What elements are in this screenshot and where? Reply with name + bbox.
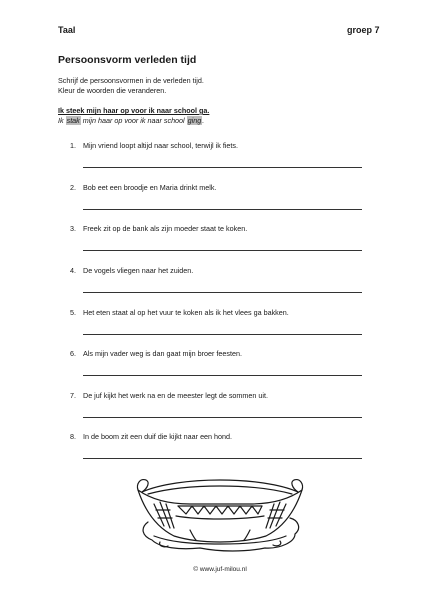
item-number-2: 2.: [70, 183, 76, 192]
page-title: Persoonsvorm verleden tijd: [58, 54, 197, 66]
canoe-illustration: [130, 470, 310, 555]
item-number-4: 4.: [70, 266, 76, 275]
item-number-6: 6.: [70, 349, 76, 358]
item-text-6: Als mijn vader weg is dan gaat mijn broer feesten.: [83, 349, 243, 358]
highlighted-word-stak: stak: [66, 116, 80, 125]
answer-line-4[interactable]: [83, 292, 362, 293]
item-text-5: Het eten staat al op het vuur te koken als ik het vlees ga bakken.: [83, 308, 289, 317]
answer-line-7[interactable]: [83, 417, 362, 418]
example-answer-pre: Ik: [58, 116, 66, 125]
answer-line-2[interactable]: [83, 209, 362, 210]
highlighted-word-ging: ging: [187, 116, 202, 125]
instruction-line-1: Schrijf de persoonsvormen in de verleden tijd.: [58, 76, 204, 85]
item-number-7: 7.: [70, 391, 76, 400]
item-text-7: De juf kijkt het werk na en de meester legt de sommen uit.: [83, 391, 268, 400]
item-text-4: De vogels vliegen naar het zuiden.: [83, 266, 194, 275]
subject-label: Taal: [58, 25, 76, 35]
answer-line-1[interactable]: [83, 167, 362, 168]
item-text-3: Freek zit op de bank als zijn moeder staat te koken.: [83, 224, 248, 233]
item-number-5: 5.: [70, 308, 76, 317]
answer-line-5[interactable]: [83, 334, 362, 335]
example-sentence: Ik steek mijn haar op voor ik naar school ga.: [58, 106, 210, 115]
item-number-1: 1.: [70, 141, 76, 150]
item-text-2: Bob eet een broodje en Maria drinkt melk.: [83, 183, 217, 192]
item-text-8: In de boom zit een duif die kijkt naar een hond.: [83, 432, 233, 441]
answer-line-6[interactable]: [83, 375, 362, 376]
example-answer: [58, 116, 204, 125]
footer-credit: © www.juf-milou.nl: [193, 566, 247, 573]
item-number-3: 3.: [70, 224, 76, 233]
example-answer-post: .: [202, 116, 205, 125]
answer-line-3[interactable]: [83, 250, 362, 251]
item-text-1: Mijn vriend loopt altijd naar school, terwijl ik fiets.: [83, 141, 238, 150]
example-answer-mid: mijn haar op voor ik naar school: [80, 116, 187, 125]
answer-line-8[interactable]: [83, 458, 362, 459]
instruction-line-2: Kleur de woorden die veranderen.: [58, 86, 167, 95]
group-label: groep 7: [347, 25, 380, 35]
item-number-8: 8.: [70, 432, 76, 441]
